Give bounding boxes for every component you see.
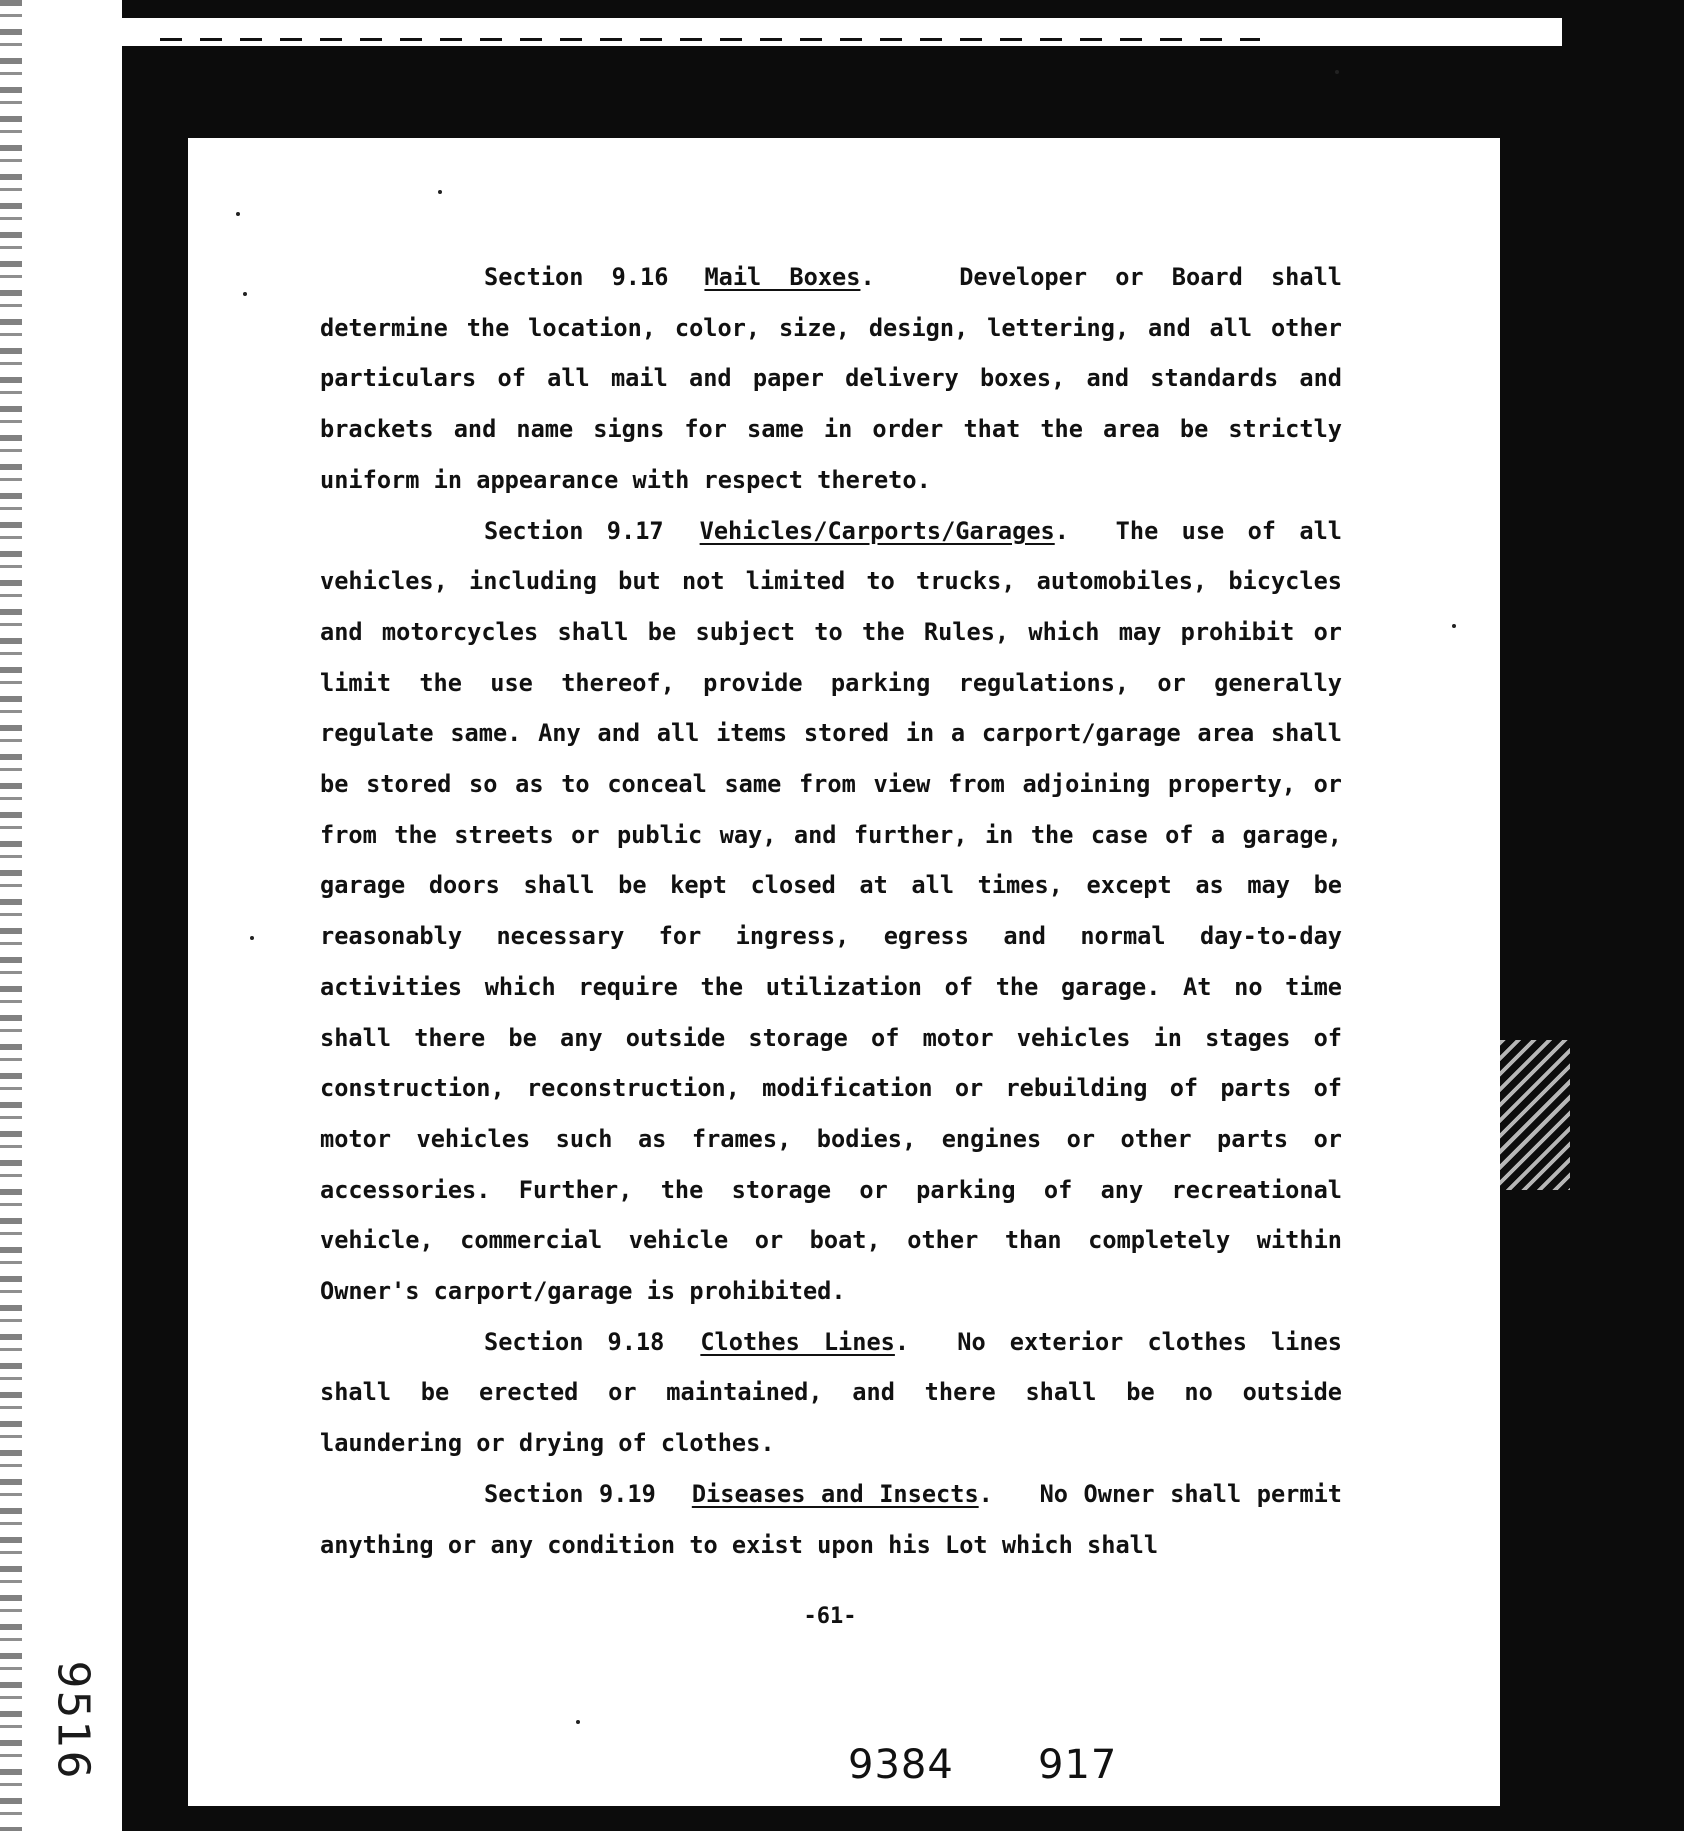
section-number: Section 9.16 (484, 263, 669, 291)
scan-speck (1335, 70, 1339, 74)
scan-speck (1452, 624, 1456, 628)
scan-top-dash-artifact (160, 38, 1260, 41)
scan-speck (250, 936, 254, 940)
section-heading: Vehicles/Carports/Garages (699, 516, 1055, 545)
section-paragraph: Section 9.16 Mail Boxes. Developer or Board shall determine the location, color, size, design, lettering, and all other particulars of all mail and paper delivery boxes, and standards and brackets and name signs for same in order that the area be strictly uniform in appearance with respect thereto. (320, 263, 1342, 494)
footer-book-number: 9384 (848, 1742, 954, 1788)
page-number: -61- (803, 1604, 857, 1629)
section-heading: Clothes Lines (700, 1327, 895, 1356)
section-number: Section 9.17 (484, 516, 664, 545)
section-number: Section 9.19 (484, 1479, 656, 1508)
scan-top-strip (122, 18, 1562, 46)
scan-left-edge-artifact (0, 0, 22, 1831)
section-paragraph: Section 9.19 Diseases and Insects. No Owner shall permit anything or any condition to exist upon his Lot which shall (320, 1479, 1342, 1559)
section-heading: Mail Boxes (704, 263, 861, 291)
section-paragraph: Section 9.17 Vehicles/Carports/Garages. The use of all vehicles, including but not limited to trucks, automobiles, bicycles and motorcycles shall be subject to the Rules, which may prohibit or limit the use thereof, provide parking regulations, or generally regulate same. Any and all items stored in a carport/garage area shall be stored so as to conceal same from view from adjoining property, or from the streets or public way, and further, in the case of a garage, garage doors shall be kept closed at all times, except as may be reasonably necessary for ingress, egress and normal day-to-day activities which require the utilization of the garage. At no time shall there be any outside storage of motor vehicles in stages of construction, reconstruction, modification or rebuilding of parts of motor vehicles such as frames, bodies, engines or other parts or accessories. Further, the storage or parking of any recreational vehicle, commercial vehicle or boat, other than completely within Owner's carport/garage is prohibited. (320, 516, 1342, 1306)
scan-speck (243, 292, 247, 296)
scan-speck (236, 212, 240, 216)
section-heading: Diseases and Insects (691, 1479, 979, 1508)
side-stamp (38, 1645, 108, 1795)
section-text: Developer or Board shall determine the location, color, size, design, lettering, and all other particulars of all mail and paper delivery boxes, and standards and brackets and name signs for same in order that the area be strictly uniform in appearance with respect thereto. (320, 263, 1342, 494)
scan-speck (438, 190, 442, 194)
document-body (320, 252, 1342, 1570)
section-text: The use of all vehicles, including but not limited to trucks, automobiles, bicycles and motorcycles shall be subject to the Rules, which may prohibit or limit the use thereof, provide parking regulations, or generally regulate same. Any and all items stored in a carport/garage area shall be stored so as to conceal same from view from adjoining property, or from the streets or public way, and further, in the case of a garage, garage doors shall be kept closed at all times, except as may be reasonably necessary for ingress, egress and normal day-to-day activities which require the utilization of the garage. At no time shall there be any outside storage of motor vehicles in stages of construction, reconstruction, modification or rebuilding of parts of motor vehicles such as frames, bodies, engines or other parts or accessories. Further, the storage or parking of any recreational vehicle, commercial vehicle or boat, other than completely within Owner's carport/garage is prohibited. (320, 516, 1342, 1306)
section-text: No exterior clothes lines shall be erected or maintained, and there shall be no outside laundering or drying of clothes. (320, 1327, 1342, 1458)
scan-right-speckle-artifact (1500, 1040, 1570, 1190)
footer-page-number: 917 (1038, 1742, 1118, 1788)
scan-speck (576, 1720, 580, 1724)
side-stamp-number: 9516 (47, 1660, 99, 1780)
section-text: No Owner shall permit anything or any condition to exist upon his Lot which shall (320, 1479, 1342, 1559)
section-number: Section 9.18 (484, 1327, 665, 1356)
section-paragraph: Section 9.18 Clothes Lines. No exterior clothes lines shall be erected or maintained, and there shall be no outside laundering or drying of clothes. (320, 1327, 1342, 1458)
